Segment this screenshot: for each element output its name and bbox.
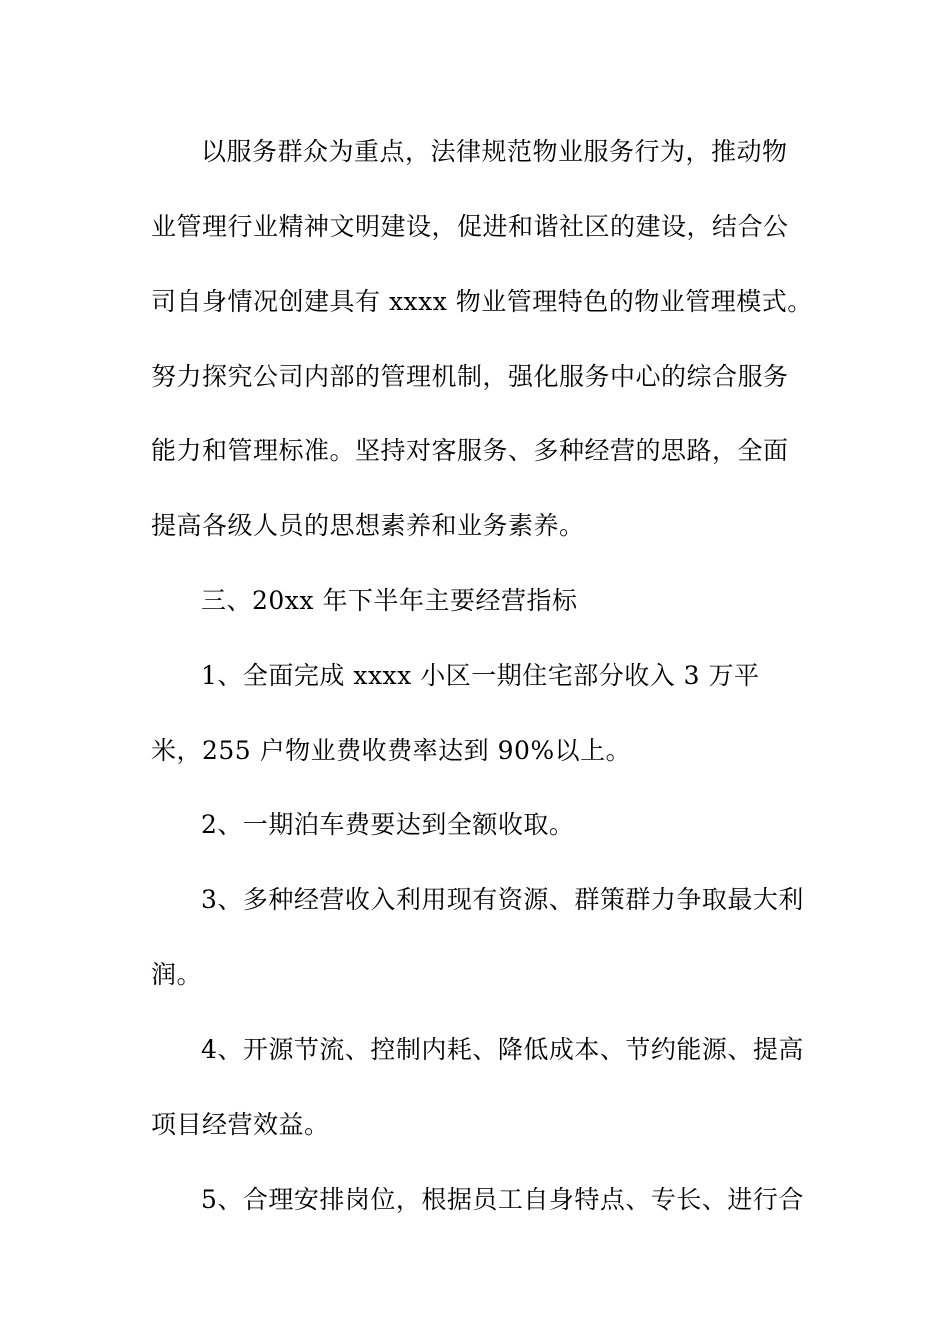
paragraph-line: 努力探究公司内部的管理机制，强化服务中心的综合服务 (151, 362, 789, 391)
list-item: 1、全面完成 xxxx 小区一期住宅部分收入 3 万平 (201, 661, 760, 690)
list-item: 5、合理安排岗位，根据员工自身特点、专长、进行合 (201, 1185, 804, 1214)
list-item: 4、开源节流、控制内耗、降低成本、节约能源、提高 (201, 1035, 804, 1064)
list-item-continuation: 米，255 户物业费收费率达到 90%以上。 (151, 736, 632, 765)
paragraph-line: 司自身情况创建具有 xxxx 物业管理特色的物业管理模式。 (151, 287, 813, 316)
list-item: 3、多种经营收入利用现有资源、群策群力争取最大利 (201, 885, 804, 914)
paragraph-line: 业管理行业精神文明建设，促进和谐社区的建设，结合公 (151, 212, 789, 241)
paragraph-line: 以服务群众为重点，法律规范物业服务行为，推动物 (201, 137, 788, 166)
list-item-continuation: 项目经营效益。 (151, 1110, 330, 1139)
list-item: 2、一期泊车费要达到全额收取。 (201, 810, 575, 839)
section-heading: 三、20xx 年下半年主要经营指标 (201, 586, 578, 615)
paragraph-line: 能力和管理标准。坚持对客服务、多种经营的思路，全面 (151, 436, 789, 465)
list-item-continuation: 润。 (151, 960, 203, 989)
paragraph-line: 提高各级人员的思想素养和业务素养。 (151, 511, 585, 540)
